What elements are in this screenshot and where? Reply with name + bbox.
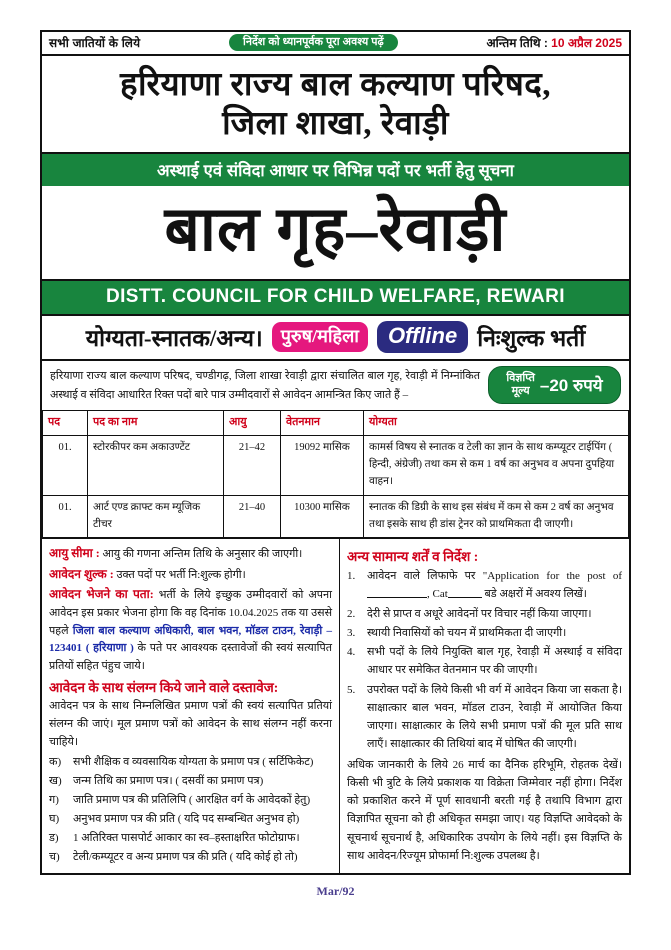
list-marker: ग) (49, 793, 59, 806)
header-age: आयु (224, 411, 281, 435)
list-item (49, 848, 332, 867)
last-date-value: 10 अप्रैल 2025 (551, 36, 622, 50)
list-item (347, 605, 622, 623)
application-fee-line (49, 565, 332, 585)
list-marker: च) (49, 850, 60, 863)
summary-badge-row (42, 314, 629, 361)
row-qualification: कामर्स विषय से स्नातक व टेली का ज्ञान के साथ कम्प्यूटर टाईपिंग ( हिन्दी, अंग्रेजी) तथा कम से कम 1 वर्ष का अनुभव व अपना दुपहिया वाहन। (364, 435, 629, 495)
notice-price-label-line-2: मूल्य (511, 384, 530, 397)
list-item (49, 791, 332, 810)
application-mode-badge: Offline (377, 321, 468, 353)
list-marker: 3. (347, 626, 356, 639)
left-details-text (49, 544, 332, 675)
list-text: टेली/कम्प्यूटर व अन्य प्रमाण पत्र की प्रति ( यदि कोई हो तो) (73, 850, 298, 863)
top-strip (42, 32, 629, 56)
row-post-name: आर्ट एण्ड क्राफ्ट कम म्यूजिक टीचर (88, 495, 224, 538)
organisation-heading-line-2: जिला शाखा, रेवाड़ी (222, 105, 449, 142)
advertisement-border (40, 30, 631, 875)
read-instructions-pill: निर्देश को ध्यानपूर्वक पूरा अवश्य पढ़ें (229, 34, 398, 51)
table-row (43, 495, 629, 538)
list-item (49, 772, 332, 791)
list-item (347, 681, 622, 754)
caste-eligibility-label: सभी जातियों के लिये (49, 36, 141, 50)
category-blank (448, 586, 482, 598)
details-columns (42, 538, 629, 872)
free-recruitment-label: निःशुल्क भर्ती (477, 325, 586, 351)
row-age: 21–42 (224, 435, 281, 495)
row-pay-scale: 19092 मासिक (281, 435, 364, 495)
list-item (49, 810, 332, 829)
address-text-1: भर्ती के लिये इच्छुक उम्मीदवारों को अपना आवेदन इस प्रकार भेजना होगा कि वह दिनांक 10.04.2025 तक या उससे पहले (49, 589, 332, 637)
header-sno: पद (43, 411, 88, 435)
disclaimer-text: अधिक जानकारी के लिये 26 मार्च का दैनिक हरिभूमि, रोहतक देखें। किसी भी त्रुटि के लिये प्रकाशक या विक्रेता जिम्मेवार नहीं होगा। निर्देश को प्रकाशित करने में पूर्ण सावधानी बरती गई है तथापि विभाग द्वारा विज्ञापित सूचना को ही अधिकृत समझा जाए। यह विज्ञप्ति आवेदको के सूचनार्थ सूचनार्थ है, अधिकारिक उपयोग के लिये नहीं। इस विज्ञप्ति के साथ आवेदन/रिज्यूम प्रोफार्मा नि:शुल्क उपलब्ध है। (347, 758, 622, 862)
general-conditions-title: अन्य सामान्य शर्तें व निर्देश : (347, 549, 479, 565)
list-marker: 5. (347, 683, 356, 696)
address-label: आवेदन भेजने का पता: (49, 587, 154, 602)
list-item (347, 643, 622, 680)
list-text: सभी पदों के लिये नियुक्ति बाल गृह, रेवाड़ी में अस्थाई व संविदा आधार पर समेकित वेतनमान पर की जाएगी। (367, 646, 622, 677)
list-marker: घ) (49, 812, 60, 825)
list-text (367, 567, 622, 604)
left-details-column (42, 539, 340, 872)
rule-1-part-3: बडे अक्षरों में अवश्य लिखें। (484, 588, 587, 601)
qualification-summary-label: योग्यता-स्नातक/अन्य। (85, 325, 263, 351)
address-bold-text: जिला बाल कल्याण अधिकारी, बाल भवन, मॉडल टाउन, रेवाड़ी – 123401 ( हरियाणा ) (49, 624, 333, 655)
row-pay-scale: 10300 मासिक (281, 495, 364, 538)
vacancy-table (42, 410, 629, 538)
recruitment-notice-banner: अस्थाई एवं संविदा आधार पर विभिन्न पदों पर भर्ती हेतु सूचना (42, 154, 629, 186)
page-footer: Mar/92 (316, 883, 355, 898)
english-council-banner: DISTT. COUNCIL FOR CHILD WELFARE, REWARI (42, 281, 629, 314)
row-age: 21–40 (224, 495, 281, 538)
row-qualification: स्नातक की डिग्री के साथ इस संबंध में कम से कम 2 वर्ष का अनुभव तथा इसके साथ ही डांस ट्रेनर को प्राथमिकता दी जाएगी। (364, 495, 629, 538)
documents-section-title: आवेदन के साथ संलग्न किये जाने वाले दस्तावेज: (49, 680, 279, 696)
documents-list (49, 753, 332, 866)
age-limit-line (49, 544, 332, 564)
row-sno: 01. (43, 435, 88, 495)
list-text: जाति प्रमाण पत्र की प्रतिलिपि ( आरक्षित वर्ग के आवेदकों हेतु) (73, 793, 311, 806)
list-text: सभी शैक्षिक व व्यवसायिक योग्यता के प्रमाण पत्र ( सर्टिफिकेट) (73, 756, 314, 769)
list-text: 1 अतिरिक्त पासपोर्ट आकार का स्व–हस्ताक्षरित फोटोग्राफ। (73, 831, 300, 844)
list-text: जन्म तिथि का प्रमाण पत्र। ( दसवीं का प्रमाण पत्र) (73, 775, 264, 788)
table-row (43, 435, 629, 495)
gender-badge: पुरुष/महिला (272, 322, 368, 352)
notice-price-amount: –20 रुपये (539, 376, 603, 396)
list-text: स्थायी निवासियों को चयन में प्राथमिकता दी जाएगी। (367, 626, 567, 639)
list-text: उपरोक्त पदों के लिये किसी भी वर्ग में आवेदन किया जा सकता है। साक्षात्कार बाल भवन, मॉडल टाउन, रेवाड़ी में आयोजित किया जाएगा। साक्षात्कार के लिये सभी प्रमाण पत्रों की मूल प्रति साथ लाएँ। साक्षात्कार की तिथियां बाद में घोषित की जाएगी। (367, 683, 622, 751)
organisation-heading-line-1: हरियाणा राज्य बाल कल्याण परिषद, (119, 67, 552, 103)
header-pay-scale: वेतनमान (281, 411, 364, 435)
list-item (49, 829, 332, 848)
list-text: देरी से प्राप्त व अधूरे आवेदनों पर विचार नहीं किया जाएगा। (367, 607, 592, 620)
list-text: अनुभव प्रमाण पत्र की प्रति ( यदि पद सम्बन्धित अनुभव हो) (73, 812, 300, 825)
list-item (347, 567, 622, 604)
row-post-name: स्टोरकीपर कम अकाउण्टेंट (88, 435, 224, 495)
right-details-column (340, 539, 629, 872)
general-conditions-list (347, 567, 622, 754)
institution-title: बाल गृह–रेवाड़ी (42, 186, 629, 281)
intro-section (42, 361, 629, 411)
list-marker: ख) (49, 775, 62, 788)
list-marker: 2. (347, 607, 356, 620)
age-limit-label: आयु सीमा : (49, 546, 100, 561)
documents-intro: आवेदन पत्र के साथ निम्नलिखित प्रमाण पत्रों की स्वयं सत्यापित प्रतियां संलग्न की जाएं। मूल प्रमाण पत्रों को आवेदन के साथ संलग्न नहीं करना चाहिये। (49, 700, 332, 748)
application-fee-text: उक्त पदों पर भर्ती नि:शुल्क होगी। (113, 568, 246, 581)
row-sno: 01. (43, 495, 88, 538)
list-marker: क) (49, 756, 62, 769)
application-fee-label: आवेदन शुल्क : (49, 566, 114, 581)
notice-price-label-line-1: विज्ञप्ति (506, 372, 535, 385)
header-post-name: पद का नाम (88, 411, 224, 435)
header-qualification: योग्यता (364, 411, 629, 435)
last-date-label (486, 34, 622, 51)
list-item (347, 624, 622, 642)
intro-paragraph: हरियाणा राज्य बाल कल्याण परिषद, चण्डीगढ़, जिला शाखा रेवाड़ी द्वारा संचालित बाल गृह, रेवाड़ी में निम्नांकित अस्थाई व संविदा आधारित रिक्त पदों बारे पात्र उम्मीदवारों से आवेदन आमन्त्रित किए जाते हैं – (50, 369, 480, 402)
list-marker: ड) (49, 831, 59, 844)
post-name-blank (367, 586, 427, 598)
list-marker: 1. (347, 570, 356, 583)
last-date-prefix: अन्तिम तिथि : (486, 36, 552, 50)
notice-price-badge (488, 366, 621, 404)
notice-price-label (506, 372, 535, 397)
list-marker: 4. (347, 646, 356, 659)
age-limit-text: आयु की गणना अन्तिम तिथि के अनुसार की जाएगी। (99, 548, 303, 561)
table-header-row (43, 411, 629, 435)
address-line (49, 585, 332, 675)
list-item (49, 753, 332, 772)
rule-1-part-2: , Cat (427, 588, 448, 601)
address-text-2: के पते पर आवश्यक दस्तावेजों की स्वयं सत्यापित प्रतियों सहित पंहुच जाये। (49, 642, 333, 672)
organisation-heading (42, 56, 629, 154)
rule-1-part-1: आवेदन वाले लिफाफे पर "Application for the post of (367, 570, 622, 583)
